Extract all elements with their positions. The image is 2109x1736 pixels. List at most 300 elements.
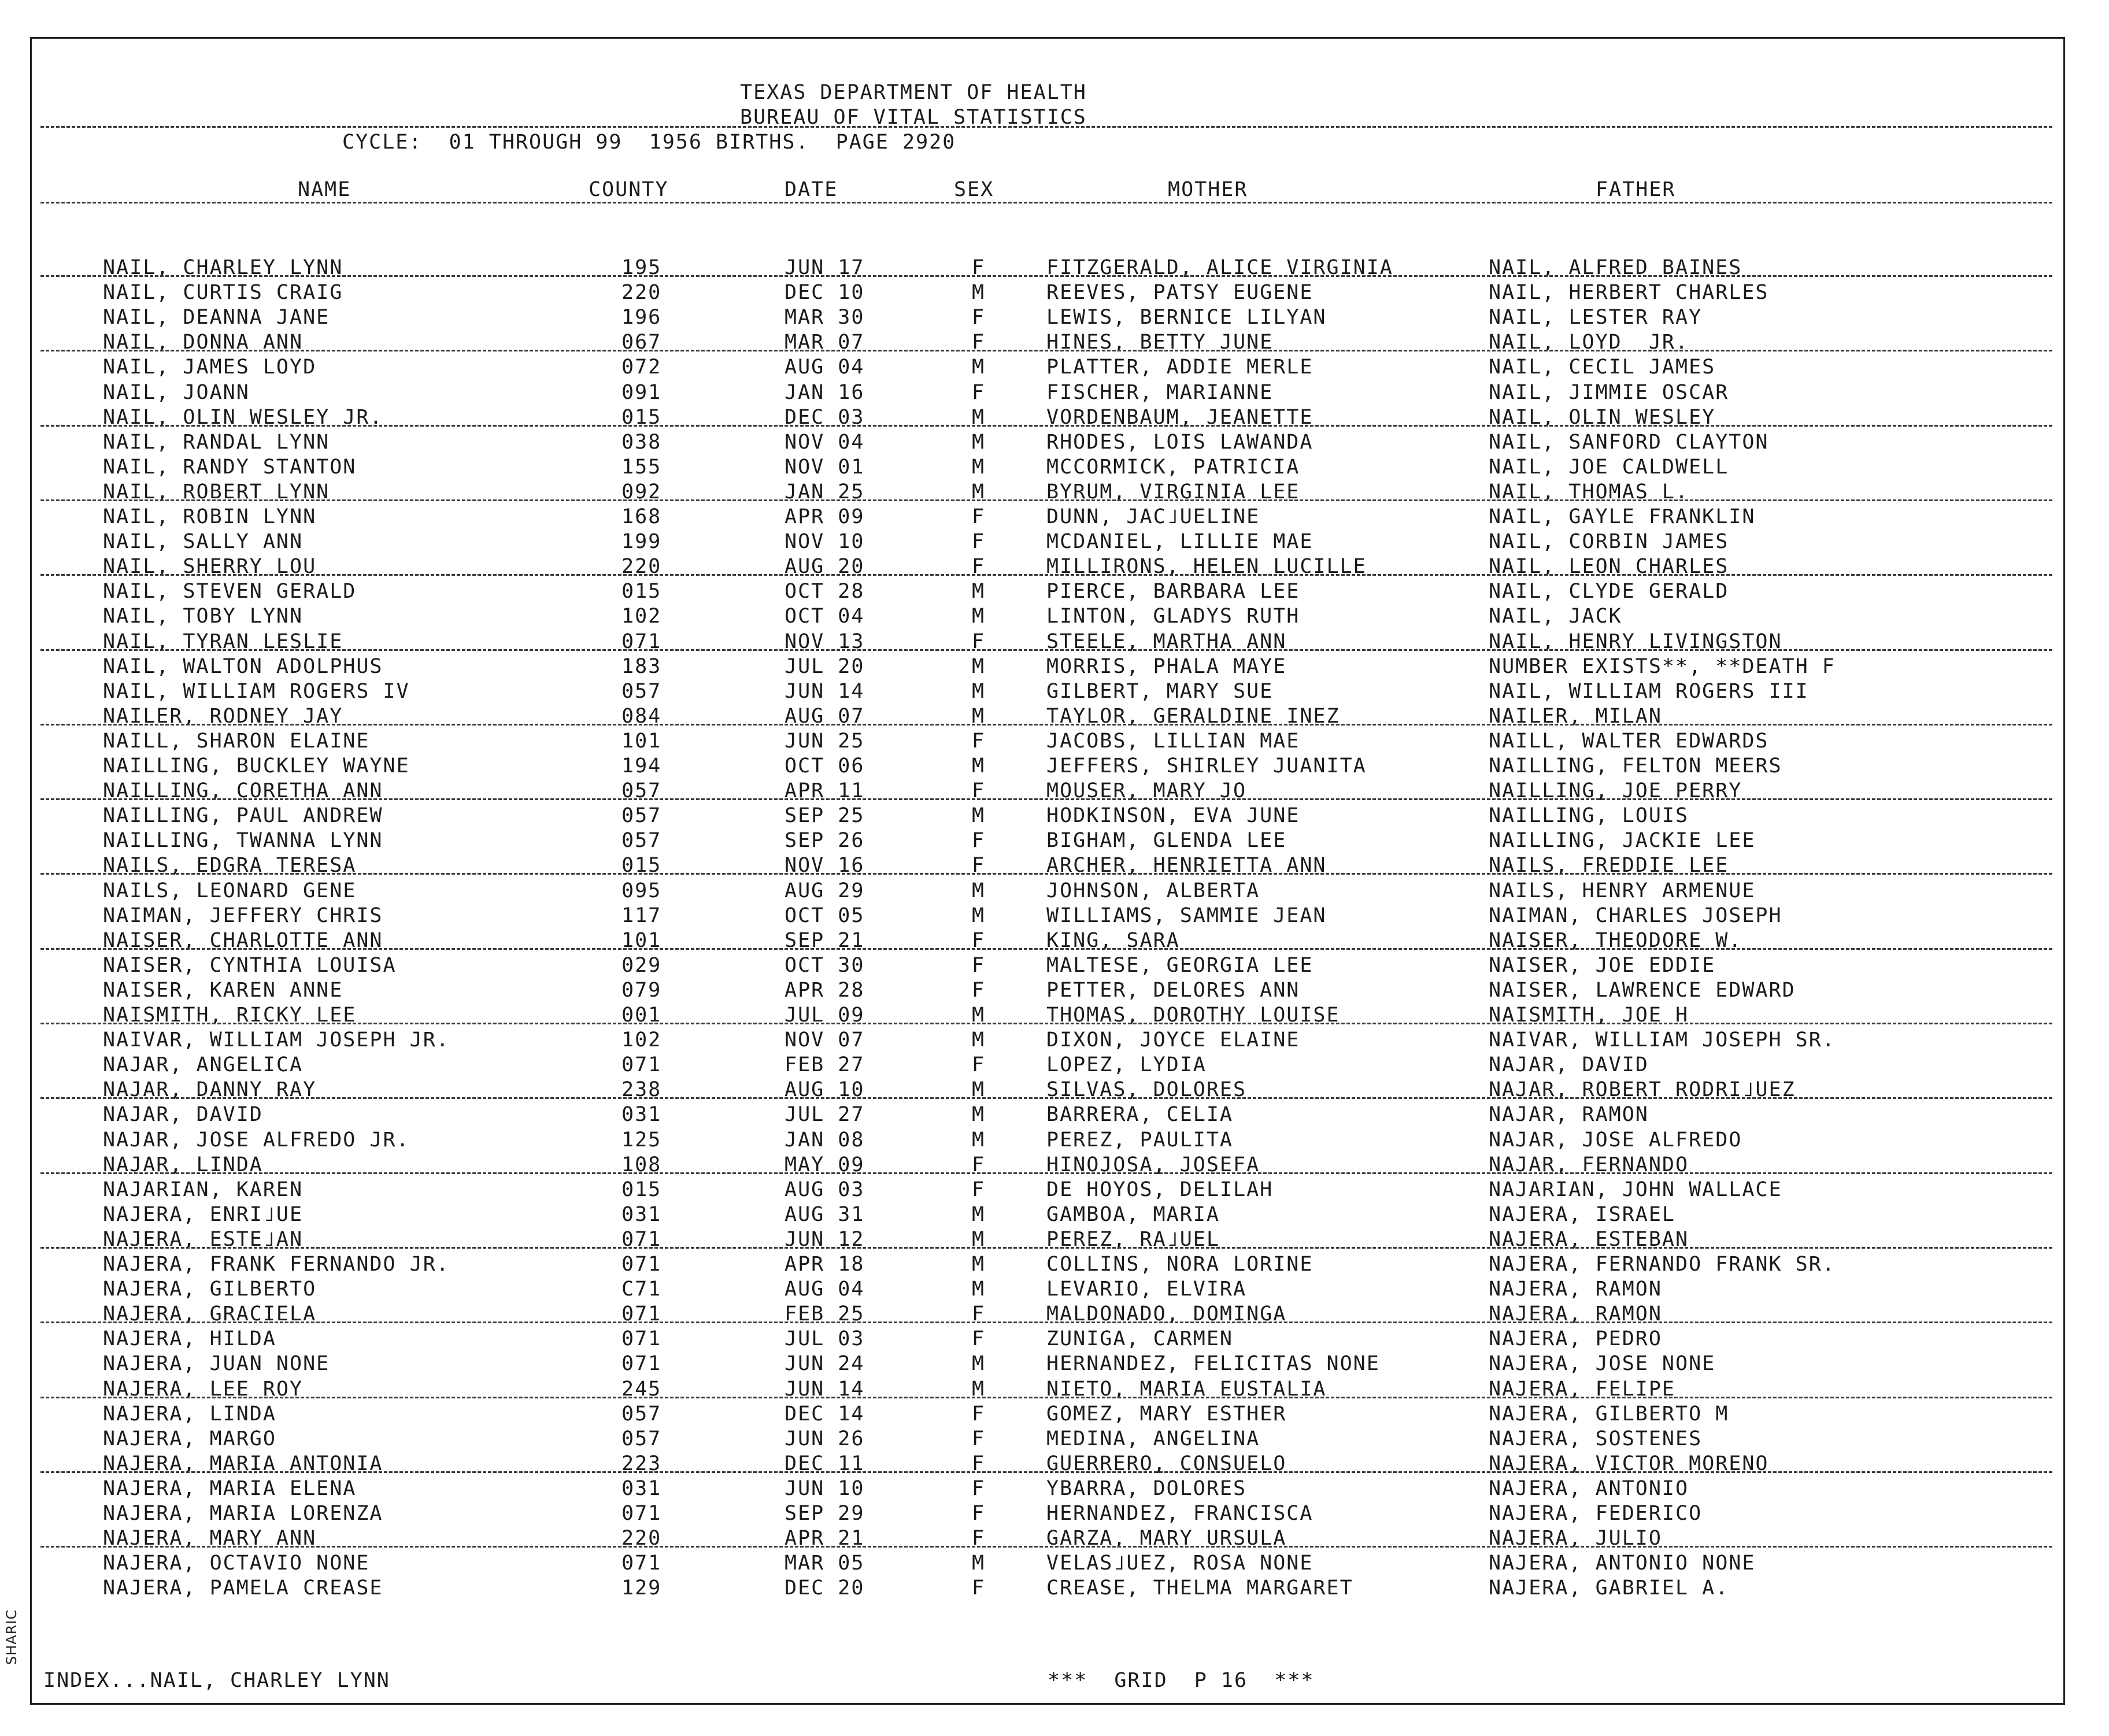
table-row — [0, 654, 2109, 679]
father-cell: NAIL, HERBERT CHARLES — [1489, 281, 1769, 304]
father-cell: NAJERA, PEDRO — [1489, 1327, 1662, 1350]
county-cell: 057 — [621, 680, 662, 703]
sex-cell: F — [972, 779, 986, 802]
table-row — [0, 828, 2109, 853]
county-cell: 029 — [621, 954, 662, 977]
father-cell: NAIL, WILLIAM ROGERS III — [1489, 680, 1809, 703]
sex-cell: M — [972, 904, 986, 927]
name-cell: NAJAR, DAVID — [103, 1103, 263, 1126]
mother-cell: DUNN, JAC˩UELINE — [1046, 505, 1260, 528]
sex-cell: M — [972, 1552, 986, 1575]
column-header-county: COUNTY — [589, 178, 669, 201]
name-cell: NAIL, RANDAL LYNN — [103, 431, 330, 454]
row-divider — [40, 1097, 2052, 1099]
side-label: SHARIC — [3, 1609, 20, 1665]
county-cell: 015 — [621, 406, 662, 429]
date-cell: DEC 20 — [785, 1576, 865, 1600]
county-cell: 092 — [621, 480, 662, 504]
table-row — [0, 1476, 2109, 1501]
date-cell: NOV 10 — [785, 530, 865, 553]
date-cell: AUG 03 — [785, 1178, 865, 1201]
table-row — [0, 1352, 2109, 1376]
name-cell: NAIL, CHARLEY LYNN — [103, 256, 343, 279]
sex-cell: M — [972, 605, 986, 628]
mother-cell: HERNANDEZ, FRANCISCA — [1046, 1502, 1314, 1525]
name-cell: NAISER, CYNTHIA LOUISA — [103, 954, 397, 977]
name-cell: NAJERA, LINDA — [103, 1402, 276, 1426]
sex-cell: M — [972, 1278, 986, 1301]
mother-cell: HODKINSON, EVA JUNE — [1046, 804, 1300, 827]
name-cell: NAJERA, MARY ANN — [103, 1527, 317, 1550]
county-cell: 155 — [621, 456, 662, 479]
sex-cell: M — [972, 1352, 986, 1375]
name-cell: NAJERA, JUAN NONE — [103, 1352, 330, 1375]
sex-cell: M — [972, 1203, 986, 1226]
date-cell: NOV 07 — [785, 1028, 865, 1052]
father-cell: NAILER, MILAN — [1489, 705, 1662, 728]
date-cell: APR 09 — [785, 505, 865, 528]
mother-cell: LINTON, GLADYS RUTH — [1046, 605, 1300, 628]
mother-cell: ARCHER, HENRIETTA ANN — [1046, 854, 1327, 877]
mother-cell: LOPEZ, LYDIA — [1046, 1053, 1207, 1076]
county-cell: C71 — [621, 1278, 662, 1301]
date-cell: NOV 13 — [785, 630, 865, 653]
mother-cell: JOHNSON, ALBERTA — [1046, 879, 1260, 902]
sex-cell: F — [972, 1153, 986, 1176]
date-cell: JAN 08 — [785, 1128, 865, 1152]
name-cell: NAIVAR, WILLIAM JOSEPH JR. — [103, 1028, 450, 1052]
sex-cell: M — [972, 705, 986, 728]
table-row — [0, 355, 2109, 380]
mother-cell: MALDONADO, DOMINGA — [1046, 1302, 1287, 1326]
sex-cell: F — [972, 1502, 986, 1525]
county-cell: 071 — [621, 1302, 662, 1326]
mother-cell: RHODES, LOIS LAWANDA — [1046, 431, 1314, 454]
county-cell: 168 — [621, 505, 662, 528]
father-cell: NAIL, CORBIN JAMES — [1489, 530, 1729, 553]
table-row — [0, 1178, 2109, 1202]
mother-cell: FISCHER, MARIANNE — [1046, 381, 1274, 404]
row-divider — [40, 724, 2052, 726]
date-cell: DEC 03 — [785, 406, 865, 429]
mother-cell: PLATTER, ADDIE MERLE — [1046, 356, 1314, 379]
mother-cell: HERNANDEZ, FELICITAS NONE — [1046, 1352, 1380, 1375]
sex-cell: M — [972, 879, 986, 902]
name-cell: NAILLING, TWANNA LYNN — [103, 829, 383, 852]
sex-cell: F — [972, 381, 986, 404]
county-cell: 195 — [621, 256, 662, 279]
grid-label: *** GRID P 16 *** — [1048, 1669, 1315, 1692]
date-cell: FEB 25 — [785, 1302, 865, 1326]
name-cell: NAIL, SALLY ANN — [103, 530, 304, 553]
name-cell: NAIL, JOANN — [103, 381, 250, 404]
name-cell: NAJERA, MARIA LORENZA — [103, 1502, 383, 1525]
name-cell: NAILLING, BUCKLEY WAYNE — [103, 754, 410, 778]
table-row — [0, 604, 2109, 629]
county-cell: 071 — [621, 1053, 662, 1076]
date-cell: JUN 12 — [785, 1228, 865, 1251]
father-cell: NAJERA, JOSE NONE — [1489, 1352, 1716, 1375]
name-cell: NAIL, WALTON ADOLPHUS — [103, 655, 383, 678]
row-divider — [40, 1247, 2052, 1249]
table-row — [0, 530, 2109, 554]
father-cell: NAISER, THEODORE W. — [1489, 929, 1742, 952]
father-cell: NAISMITH, JOE H — [1489, 1004, 1689, 1027]
sex-cell: F — [972, 1527, 986, 1550]
county-cell: 072 — [621, 356, 662, 379]
name-cell: NAJERA, MARIA ANTONIA — [103, 1452, 383, 1475]
mother-cell: SILVAS, DOLORES — [1046, 1078, 1247, 1101]
date-cell: MAR 05 — [785, 1552, 865, 1575]
date-cell: MAY 09 — [785, 1153, 865, 1176]
county-cell: 117 — [621, 904, 662, 927]
county-cell: 108 — [621, 1153, 662, 1176]
father-cell: NAIL, HENRY LIVINGSTON — [1489, 630, 1782, 653]
mother-cell: MOUSER, MARY JO — [1046, 779, 1247, 802]
father-cell: NAISER, JOE EDDIE — [1489, 954, 1716, 977]
date-cell: SEP 29 — [785, 1502, 865, 1525]
row-divider — [40, 574, 2052, 576]
sex-cell: F — [972, 854, 986, 877]
county-cell: 220 — [621, 555, 662, 578]
father-cell: NAJERA, ANTONIO NONE — [1489, 1552, 1756, 1575]
row-divider — [40, 1397, 2052, 1398]
table-row — [0, 430, 2109, 455]
mother-cell: MCCORMICK, PATRICIA — [1046, 456, 1300, 479]
row-divider — [40, 1172, 2052, 1174]
father-cell: NAIMAN, CHARLES JOSEPH — [1489, 904, 1782, 927]
sex-cell: M — [972, 1078, 986, 1101]
sex-cell: F — [972, 1178, 986, 1201]
sex-cell: M — [972, 456, 986, 479]
father-cell: NAJERA, ESTEBAN — [1489, 1228, 1689, 1251]
date-cell: JUN 14 — [785, 680, 865, 703]
row-divider — [40, 649, 2052, 651]
table-row — [0, 1028, 2109, 1053]
table-row — [0, 1327, 2109, 1352]
name-cell: NAILL, SHARON ELAINE — [103, 730, 370, 753]
name-cell: NAJERA, MARIA ELENA — [103, 1477, 357, 1500]
county-cell: 038 — [621, 431, 662, 454]
county-cell: 095 — [621, 879, 662, 902]
table-row — [0, 579, 2109, 604]
father-cell: NAJERA, ANTONIO — [1489, 1477, 1689, 1500]
name-cell: NAILS, LEONARD GENE — [103, 879, 357, 902]
date-cell: SEP 26 — [785, 829, 865, 852]
name-cell: NAJERA, FRANK FERNANDO JR. — [103, 1253, 450, 1276]
header-bureau: BUREAU OF VITAL STATISTICS — [740, 106, 1087, 129]
table-row — [0, 1053, 2109, 1078]
date-cell: JUN 14 — [785, 1378, 865, 1401]
name-cell: NAISER, KAREN ANNE — [103, 979, 343, 1002]
sex-cell: F — [972, 1427, 986, 1450]
name-cell: NAILS, EDGRA TERESA — [103, 854, 357, 877]
father-cell: NAIVAR, WILLIAM JOSEPH SR. — [1489, 1028, 1836, 1052]
father-cell: NAILLING, JOE PERRY — [1489, 779, 1742, 802]
county-cell: 071 — [621, 1552, 662, 1575]
sex-cell: F — [972, 1053, 986, 1076]
table-row — [0, 879, 2109, 904]
date-cell: AUG 04 — [785, 1278, 865, 1301]
father-cell: NAJERA, VICTOR MORENO — [1489, 1452, 1769, 1475]
table-row — [0, 729, 2109, 754]
father-cell: NAJERA, FELIPE — [1489, 1378, 1676, 1401]
mother-cell: VELAS˩UEZ, ROSA NONE — [1046, 1552, 1314, 1575]
father-cell: NAJAR, JOSE ALFREDO — [1489, 1128, 1742, 1152]
name-cell: NAIL, WILLIAM ROGERS IV — [103, 680, 410, 703]
mother-cell: STEELE, MARTHA ANN — [1046, 630, 1287, 653]
sex-cell: F — [972, 730, 986, 753]
name-cell: NAJAR, LINDA — [103, 1153, 263, 1176]
father-cell: NAJARIAN, JOHN WALLACE — [1489, 1178, 1782, 1201]
date-cell: JUN 17 — [785, 256, 865, 279]
sex-cell: M — [972, 655, 986, 678]
table-row — [0, 1501, 2109, 1526]
name-cell: NAJERA, HILDA — [103, 1327, 276, 1350]
mother-cell: MILLIRONS, HELEN LUCILLE — [1046, 555, 1367, 578]
father-cell: NAIL, JACK — [1489, 605, 1622, 628]
county-cell: 031 — [621, 1477, 662, 1500]
date-cell: JUN 25 — [785, 730, 865, 753]
sex-cell: F — [972, 256, 986, 279]
name-cell: NAJERA, PAMELA CREASE — [103, 1576, 383, 1600]
table-row — [0, 505, 2109, 530]
county-cell: 079 — [621, 979, 662, 1002]
father-cell: NAIL, LOYD JR. — [1489, 331, 1689, 354]
county-cell: 183 — [621, 655, 662, 678]
table-row — [0, 1202, 2109, 1227]
father-cell: NAILS, FREDDIE LEE — [1489, 854, 1729, 877]
date-cell: FEB 27 — [785, 1053, 865, 1076]
date-cell: SEP 21 — [785, 929, 865, 952]
mother-cell: GILBERT, MARY SUE — [1046, 680, 1274, 703]
father-cell: NAIL, THOMAS L. — [1489, 480, 1689, 504]
table-row — [0, 1576, 2109, 1601]
column-header-sex: SEX — [954, 178, 994, 201]
sex-cell: F — [972, 331, 986, 354]
county-cell: 129 — [621, 1576, 662, 1600]
mother-cell: BYRUM, VIRGINIA LEE — [1046, 480, 1300, 504]
sex-cell: M — [972, 1253, 986, 1276]
sex-cell: M — [972, 1103, 986, 1126]
name-cell: NAIL, TYRAN LESLIE — [103, 630, 343, 653]
mother-cell: FITZGERALD, ALICE VIRGINIA — [1046, 256, 1393, 279]
mother-cell: LEVARIO, ELVIRA — [1046, 1278, 1247, 1301]
county-cell: 071 — [621, 1502, 662, 1525]
date-cell: NOV 01 — [785, 456, 865, 479]
date-cell: APR 18 — [785, 1253, 865, 1276]
sex-cell: M — [972, 1004, 986, 1027]
date-cell: JAN 16 — [785, 381, 865, 404]
header-department: TEXAS DEPARTMENT OF HEALTH — [740, 81, 1087, 104]
name-cell: NAISER, CHARLOTTE ANN — [103, 929, 383, 952]
father-cell: NAIL, JIMMIE OSCAR — [1489, 381, 1729, 404]
county-cell: 101 — [621, 730, 662, 753]
mother-cell: PIERCE, BARBARA LEE — [1046, 580, 1300, 603]
father-cell: NAJAR, ROBERT RODRI˩UEZ — [1489, 1078, 1796, 1101]
table-row — [0, 978, 2109, 1003]
sex-cell: F — [972, 505, 986, 528]
table-row — [0, 953, 2109, 978]
father-cell: NAIL, JOE CALDWELL — [1489, 456, 1729, 479]
row-divider — [40, 350, 2052, 351]
father-cell: NAIL, LEON CHARLES — [1489, 555, 1729, 578]
sex-cell: F — [972, 954, 986, 977]
county-cell: 071 — [621, 1228, 662, 1251]
county-cell: 071 — [621, 630, 662, 653]
date-cell: AUG 10 — [785, 1078, 865, 1101]
table-row — [0, 754, 2109, 779]
mother-cell: GAMBOA, MARIA — [1046, 1203, 1220, 1226]
name-cell: NAIL, TOBY LYNN — [103, 605, 304, 628]
county-cell: 001 — [621, 1004, 662, 1027]
mother-cell: GOMEZ, MARY ESTHER — [1046, 1402, 1287, 1426]
date-cell: AUG 07 — [785, 705, 865, 728]
mother-cell: VORDENBAUM, JEANETTE — [1046, 406, 1314, 429]
name-cell: NAJERA, ESTE˩AN — [103, 1228, 304, 1251]
mother-cell: JACOBS, LILLIAN MAE — [1046, 730, 1300, 753]
mother-cell: DIXON, JOYCE ELAINE — [1046, 1028, 1300, 1052]
county-cell: 015 — [621, 580, 662, 603]
date-cell: JUN 26 — [785, 1427, 865, 1450]
date-cell: JUL 09 — [785, 1004, 865, 1027]
mother-cell: COLLINS, NORA LORINE — [1046, 1253, 1314, 1276]
county-cell: 057 — [621, 829, 662, 852]
sex-cell: M — [972, 1028, 986, 1052]
row-divider — [40, 948, 2052, 950]
row-divider — [40, 873, 2052, 875]
county-cell: 101 — [621, 929, 662, 952]
father-cell: NAIL, CLYDE GERALD — [1489, 580, 1729, 603]
name-cell: NAIL, ROBERT LYNN — [103, 480, 330, 504]
name-cell: NAJARIAN, KAREN — [103, 1178, 304, 1201]
date-cell: OCT 06 — [785, 754, 865, 778]
sex-cell: F — [972, 929, 986, 952]
sex-cell: M — [972, 356, 986, 379]
father-cell: NAILS, HENRY ARMENUE — [1489, 879, 1756, 902]
date-cell: OCT 05 — [785, 904, 865, 927]
date-cell: AUG 29 — [785, 879, 865, 902]
name-cell: NAILLING, PAUL ANDREW — [103, 804, 383, 827]
date-cell: DEC 14 — [785, 1402, 865, 1426]
county-cell: 057 — [621, 1427, 662, 1450]
table-row — [0, 1102, 2109, 1127]
name-cell: NAJERA, OCTAVIO NONE — [103, 1552, 370, 1575]
sex-cell: M — [972, 1228, 986, 1251]
sex-cell: F — [972, 1576, 986, 1600]
father-cell: NAJERA, FEDERICO — [1489, 1502, 1703, 1525]
father-cell: NAJERA, SOSTENES — [1489, 1427, 1703, 1450]
date-cell: AUG 20 — [785, 555, 865, 578]
name-cell: NAIL, CURTIS CRAIG — [103, 281, 343, 304]
table-row — [0, 380, 2109, 405]
name-cell: NAJERA, ENRI˩UE — [103, 1203, 304, 1226]
county-cell: 057 — [621, 1402, 662, 1426]
name-cell: NAIL, SHERRY LOU — [103, 555, 317, 578]
mother-cell: MORRIS, PHALA MAYE — [1046, 655, 1287, 678]
name-cell: NAJAR, ANGELICA — [103, 1053, 304, 1076]
sex-cell: F — [972, 1302, 986, 1326]
county-cell: 057 — [621, 779, 662, 802]
row-divider — [40, 1322, 2052, 1323]
row-divider — [40, 499, 2052, 501]
column-header-father: FATHER — [1596, 178, 1676, 201]
table-row — [0, 1551, 2109, 1576]
date-cell: JUL 03 — [785, 1327, 865, 1350]
sex-cell: F — [972, 829, 986, 852]
name-cell: NAJERA, GRACIELA — [103, 1302, 317, 1326]
mother-cell: NIETO, MARIA EUSTALIA — [1046, 1378, 1327, 1401]
mother-cell: MALTESE, GEORGIA LEE — [1046, 954, 1314, 977]
sex-cell: M — [972, 281, 986, 304]
date-cell: OCT 04 — [785, 605, 865, 628]
county-cell: 071 — [621, 1253, 662, 1276]
name-cell: NAJERA, MARGO — [103, 1427, 276, 1450]
county-cell: 015 — [621, 1178, 662, 1201]
county-cell: 102 — [621, 1028, 662, 1052]
name-cell: NAIL, DEANNA JANE — [103, 306, 330, 329]
table-row — [0, 1128, 2109, 1153]
mother-cell: MCDANIEL, LILLIE MAE — [1046, 530, 1314, 553]
column-header-date: DATE — [785, 178, 838, 201]
father-cell: NAJERA, GILBERTO M — [1489, 1402, 1729, 1426]
row-divider — [40, 425, 2052, 427]
date-cell: APR 11 — [785, 779, 865, 802]
date-cell: AUG 31 — [785, 1203, 865, 1226]
name-cell: NAJERA, LEE ROY — [103, 1378, 304, 1401]
column-header-mother: MOTHER — [1168, 178, 1248, 201]
date-cell: APR 21 — [785, 1527, 865, 1550]
mother-cell: HINES, BETTY JUNE — [1046, 331, 1274, 354]
table-row — [0, 280, 2109, 305]
name-cell: NAIL, ROBIN LYNN — [103, 505, 317, 528]
county-cell: 102 — [621, 605, 662, 628]
mother-cell: TAYLOR, GERALDINE INEZ — [1046, 705, 1340, 728]
county-cell: 220 — [621, 281, 662, 304]
sex-cell: M — [972, 1378, 986, 1401]
name-cell: NAIMAN, JEFFERY CHRIS — [103, 904, 383, 927]
county-cell: 245 — [621, 1378, 662, 1401]
sex-cell: F — [972, 1402, 986, 1426]
row-divider — [40, 1471, 2052, 1473]
sex-cell: M — [972, 680, 986, 703]
mother-cell: BARRERA, CELIA — [1046, 1103, 1234, 1126]
divider — [40, 126, 2052, 128]
mother-cell: REEVES, PATSY EUGENE — [1046, 281, 1314, 304]
sex-cell: M — [972, 754, 986, 778]
mother-cell: LEWIS, BERNICE LILYAN — [1046, 306, 1327, 329]
mother-cell: KING, SARA — [1046, 929, 1180, 952]
father-cell: NAJERA, GABRIEL A. — [1489, 1576, 1729, 1600]
date-cell: JUN 10 — [785, 1477, 865, 1500]
county-cell: 196 — [621, 306, 662, 329]
county-cell: 220 — [621, 1527, 662, 1550]
mother-cell: JEFFERS, SHIRLEY JUANITA — [1046, 754, 1367, 778]
county-cell: 238 — [621, 1078, 662, 1101]
header-cycle: CYCLE: 01 THROUGH 99 1956 BIRTHS. PAGE 2920 — [342, 131, 956, 154]
row-divider — [40, 275, 2052, 277]
table-row — [0, 1402, 2109, 1427]
name-cell: NAIL, STEVEN GERALD — [103, 580, 357, 603]
date-cell: DEC 10 — [785, 281, 865, 304]
date-cell: SEP 25 — [785, 804, 865, 827]
father-cell: NAJAR, RAMON — [1489, 1103, 1649, 1126]
mother-cell: CREASE, THELMA MARGARET — [1046, 1576, 1353, 1600]
mother-cell: WILLIAMS, SAMMIE JEAN — [1046, 904, 1327, 927]
column-header-name: NAME — [298, 178, 352, 201]
father-cell: NAILLING, LOUIS — [1489, 804, 1689, 827]
date-cell: JAN 25 — [785, 480, 865, 504]
